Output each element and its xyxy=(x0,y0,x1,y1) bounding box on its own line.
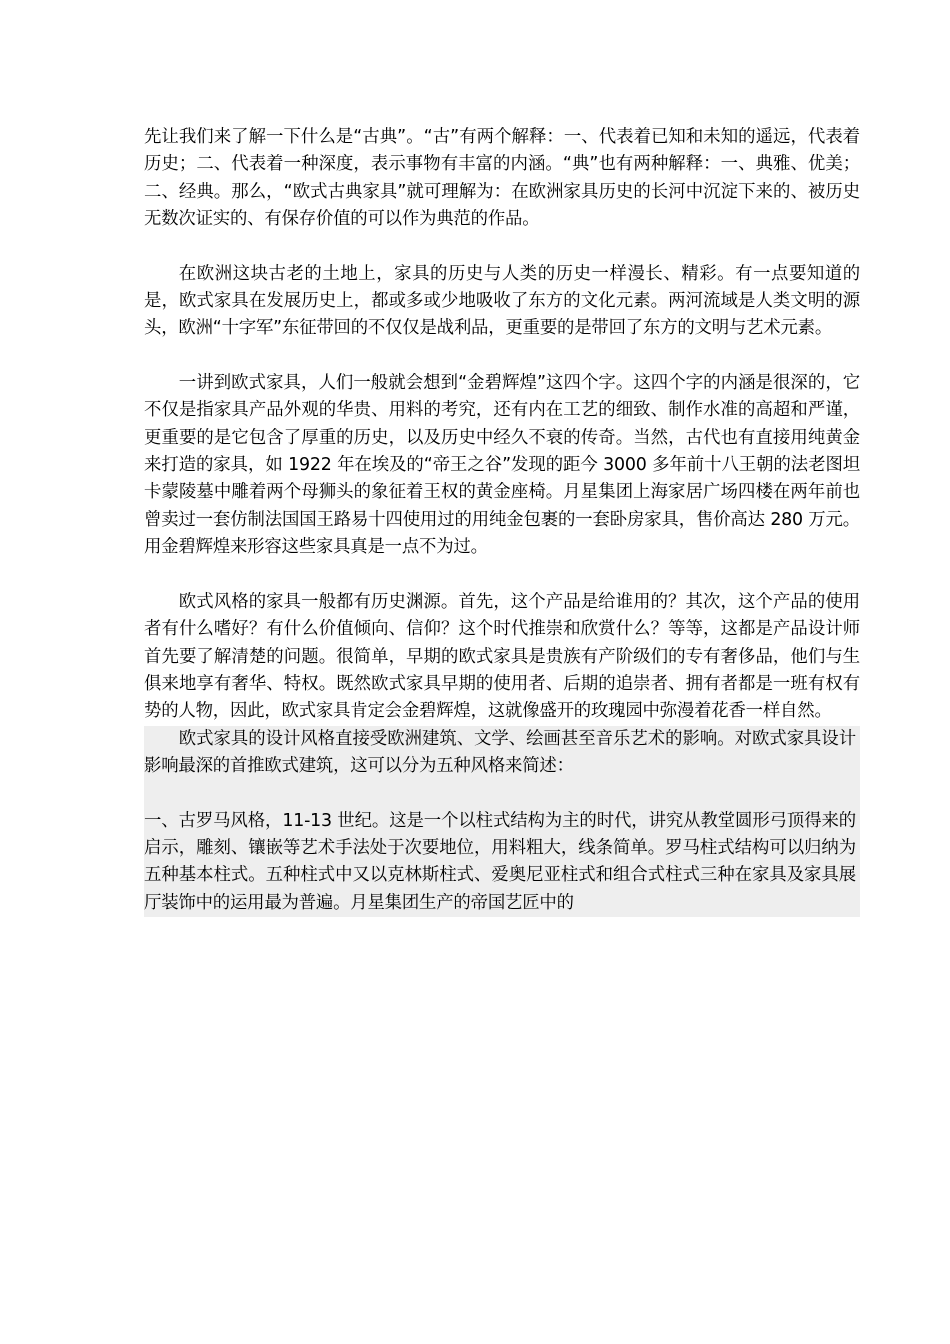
document-body xyxy=(144,124,860,917)
paragraph-gap xyxy=(144,781,860,808)
paragraph-gap xyxy=(144,343,860,370)
paragraph-gap xyxy=(144,234,860,261)
paragraph-design-influences: 欧式家具的设计风格直接受欧洲建筑、文学、绘画甚至音乐艺术的影响。对欧式家具设计影响最深的首推欧式建筑，这可以分为五种风格来简述： xyxy=(144,728,856,777)
paragraph-historical-origins: 欧式风格的家具一般都有历史渊源。首先，这个产品是给谁用的？其次，这个产品的使用者有什么嗜好？有什么价值倾向、信仰？这个时代推崇和欣赏什么？等等，这都是产品设计师首先要了解清楚的问题。很简单，早期的欧式家具是贵族有产阶级们的专有奢侈品，他们与生俱来地享有奢华、特权。既然欧式家具早期的使用者、后期的追崇者、拥有者都是一班有权有势的人物，因此，欧式家具肯定会金碧辉煌，这就像盛开的玫瑰园中弥漫着花香一样自然。 xyxy=(144,591,860,722)
paragraph-gap xyxy=(144,562,860,589)
paragraph-european-history: 在欧洲这块古老的土地上，家具的历史与人类的历史一样漫长、精彩。有一点要知道的是，欧式家具在发展历史上，都或多或少地吸收了东方的文化元素。两河流域是人类文明的源头，欧洲“十字军”东征带回的不仅仅是战利品，更重要的是带回了东方的文明与艺术元素。 xyxy=(144,263,860,339)
paragraph-roman-style: 一、古罗马风格，11-13 世纪。这是一个以柱式结构为主的时代，讲究从教堂圆形弓顶得来的启示，雕刻、镶嵌等艺术手法处于次要地位，用料粗大，线条简单。罗马柱式结构可以归纳为五种基本柱式。五种柱式中又以克林斯柱式、爱奥尼亚柱式和组合式柱式三种在家具及家具展厅装饰中的运用最为普遍。月星集团生产的帝国艺匠中的 xyxy=(144,810,856,913)
paragraph-golden-splendor: 一讲到欧式家具，人们一般就会想到“金碧辉煌”这四个字。这四个字的内涵是很深的，它不仅是指家具产品外观的华贵、用料的考究，还有内在工艺的细致、制作水准的高超和严谨，更重要的是它包含了厚重的历史，以及历史中经久不衰的传奇。当然，古代也有直接用纯黄金来打造的家具，如 1922 年在埃及的“帝王之谷”发现的距今 3000 多年前十八王朝的法老图坦卡蒙陵墓中雕着两个母狮头的象征着王权的黄金座椅。月星集团上海家居广场四楼在两年前也曾卖过一套仿制法国国王路易十四使用过的用纯金包裹的一套卧房家具，售价高达 280 万元。用金碧辉煌来形容这些家具真是一点不为过。 xyxy=(144,372,860,558)
paragraph-classical-definition: 先让我们来了解一下什么是“古典”。“古”有两个解释：一、代表着已知和未知的遥远，代表着历史；二、代表着一种深度，表示事物有丰富的内涵。“典”也有两种解释：一、典雅、优美；二、经典。那么，“欧式古典家具”就可理解为：在欧洲家具历史的长河中沉淀下来的、被历史无数次证实的、有保存价值的可以作为典范的作品。 xyxy=(144,127,860,230)
shaded-section xyxy=(144,726,860,917)
